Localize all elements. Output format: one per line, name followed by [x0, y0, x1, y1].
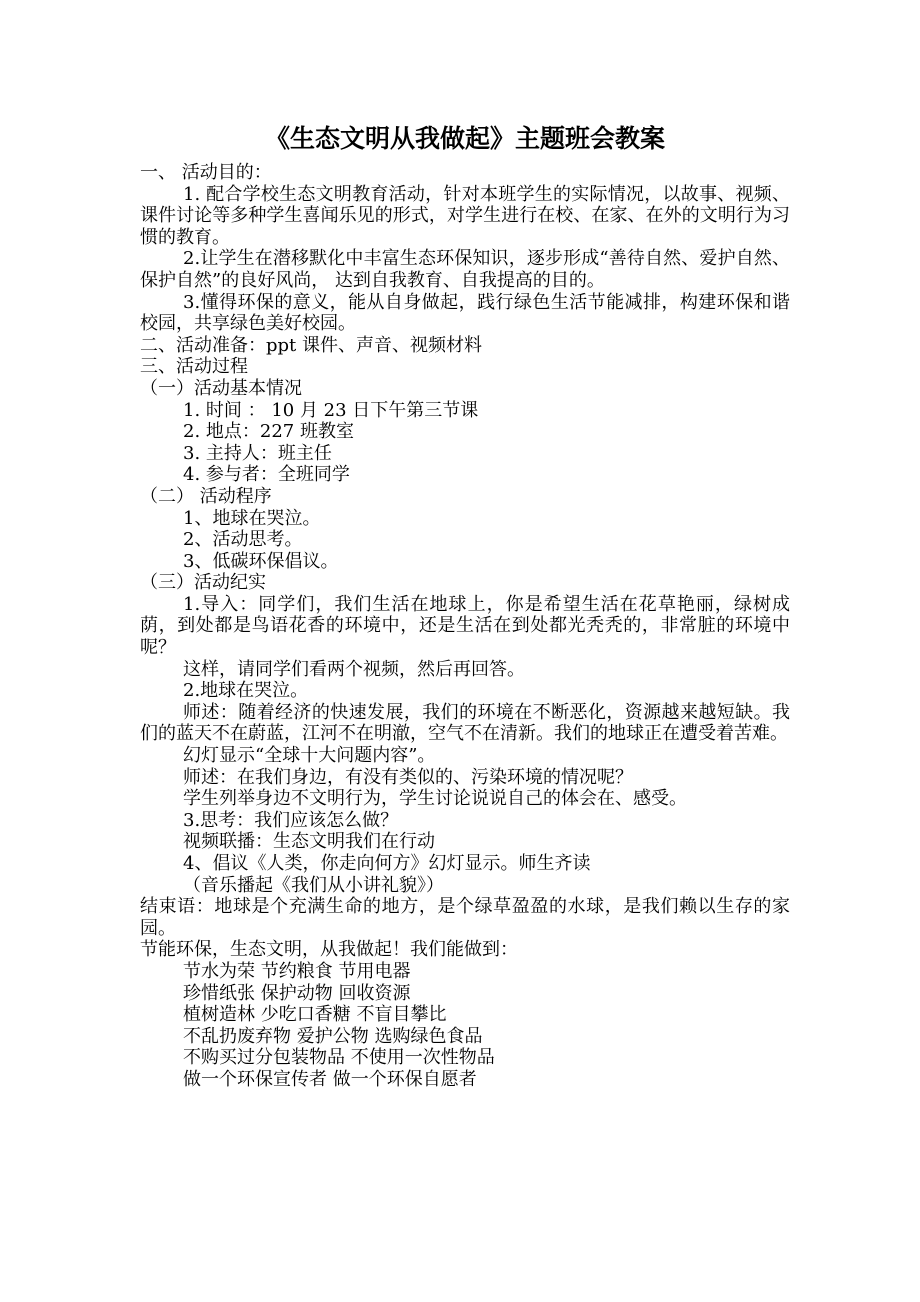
section-heading: （二） 活动程序: [140, 485, 272, 507]
body-line: 不乱扔废弃物 爱护公物 选购绿色食品: [183, 1025, 483, 1047]
body-line: 2、活动思考。: [183, 529, 303, 551]
body-line: 4、倡议《人类，你走向何方》幻灯显示。师生齐读: [183, 853, 591, 874]
body-line: 做一个环保宣传者 做一个环保自愿者: [183, 1068, 477, 1090]
document-title: 《生态文明从我做起》主题班会教案: [264, 124, 665, 153]
body-line: 4. 参与者：全班同学: [183, 464, 350, 486]
body-line: 师述：在我们身边，有没有类似的、污染环境的情况呢？: [183, 766, 633, 788]
section-heading: （三）活动纪实: [140, 572, 266, 594]
body-paragraph: 师述：随着经济的快速发展，我们的环境在不断恶化，资源越来越短缺。我们的蓝天不在蔚蓝，江河不在明澈，空气不在清新。我们的地球正在遭受着苦难。: [140, 701, 790, 745]
body-paragraph: 结束语：地球是个充满生命的地方，是个绿草盈盈的水球，是我们赖以生存的家园。: [140, 896, 790, 939]
body-line: 2. 地点：227 班教室: [183, 421, 354, 443]
section-heading: （一）活动基本情况: [140, 377, 302, 399]
section-heading: 二、活动准备：ppt 课件、声音、视频材料: [140, 334, 482, 356]
body-line: 1、地球在哭泣。: [183, 507, 321, 529]
body-paragraph: 3.懂得环保的意义，能从自身做起，践行绿色生活节能减排，构建环保和谐校园，共享绿色美好校园。: [140, 291, 790, 335]
body-line: 植树造林 少吃口香糖 不盲目攀比: [183, 1004, 447, 1026]
body-line: 2.地球在哭泣。: [183, 680, 309, 702]
body-line: 节水为荣 节约粮食 节用电器: [183, 960, 411, 982]
section-heading: 三、活动过程: [140, 356, 248, 378]
body-line: 幻灯显示“全球十大问题内容”。: [183, 745, 436, 767]
body-line: 学生列举身边不文明行为，学生讨论说说自己的体会在、感受。: [183, 788, 687, 810]
body-line: 1. 时间 ： 10 月 23 日下午第三节课: [183, 399, 479, 421]
body-line: 3. 主持人：班主任: [183, 442, 332, 464]
document-page: [140, 122, 790, 1091]
body-paragraph: 1.导入：同学们，我们生活在地球上，你是希望生活在花草艳丽，绿树成荫，到处都是鸟语花香的环境中，还是生活在到处都光秃秃的，非常脏的环境中呢？: [140, 593, 790, 659]
body-line: 3、低碳环保倡议。: [183, 550, 339, 572]
body-line: 这样，请同学们看两个视频，然后再回答。: [183, 658, 525, 680]
section-heading: 一、 活动目的：: [140, 162, 272, 183]
section-heading: 节能环保，生态文明，从我做起！我们能做到：: [140, 939, 518, 961]
document-body: [140, 162, 790, 1091]
body-paragraph: 1. 配合学校生态文明教育活动，针对本班学生的实际情况，以故事、视频、课件讨论等多种学生喜闻乐见的形式，对学生进行在校、在家、在外的文明行为习惯的教育。: [140, 183, 790, 248]
body-line: 视频联播：生态文明我们在行动: [183, 831, 435, 853]
body-paragraph: 2.让学生在潜移默化中丰富生态环保知识，逐步形成“善待自然、爱护自然、保护自然”的良好风尚， 达到自我教育、自我提高的目的。: [140, 248, 790, 291]
body-line: 3.思考：我们应该怎么做？: [183, 809, 399, 831]
body-line: 不购买过分包装物品 不使用一次性物品: [183, 1047, 495, 1069]
body-line: 珍惜纸张 保护动物 回收资源: [183, 982, 411, 1004]
body-line: （音乐播起《我们从小讲礼貌》）: [183, 874, 444, 896]
